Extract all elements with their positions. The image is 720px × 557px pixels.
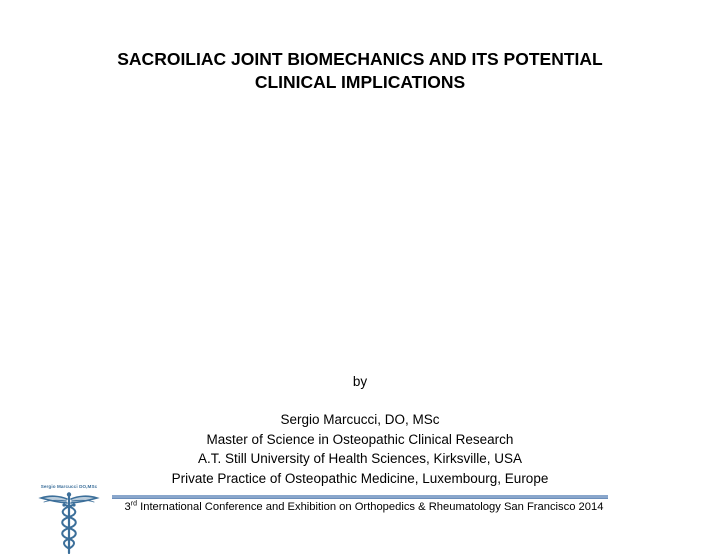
byline: by: [352, 374, 368, 389]
author-degree: Master of Science in Osteopathic Clinical Research: [206, 431, 514, 447]
footer-ordinal-suffix: rd: [130, 500, 138, 508]
author-university: A.T. Still University of Health Sciences, Kirksville, USA: [197, 451, 523, 467]
slide-title-line-2: CLINICAL IMPLICATIONS: [254, 72, 466, 92]
slide-title: [40, 48, 680, 94]
author-block: [60, 410, 660, 488]
footer-conference-text: International Conference and Exhibition on Orthopedics & Rheumatology San Francisco 2014: [137, 501, 604, 513]
author-name: Sergio Marcucci, DO, MSc: [280, 412, 440, 427]
author-logo: [36, 484, 102, 554]
logo-caption: Sergio Marcucci DO,MSc: [40, 484, 98, 489]
footer-ordinal-number: 3: [124, 501, 131, 513]
author-practice: Private Practice of Osteopathic Medicine, Luxembourg, Europe: [171, 470, 549, 486]
caduceus-icon: [36, 491, 102, 554]
slide-title-line-1: SACROILIAC JOINT BIOMECHANICS AND ITS POTENTIAL: [117, 49, 603, 69]
conference-footer: [104, 499, 624, 515]
